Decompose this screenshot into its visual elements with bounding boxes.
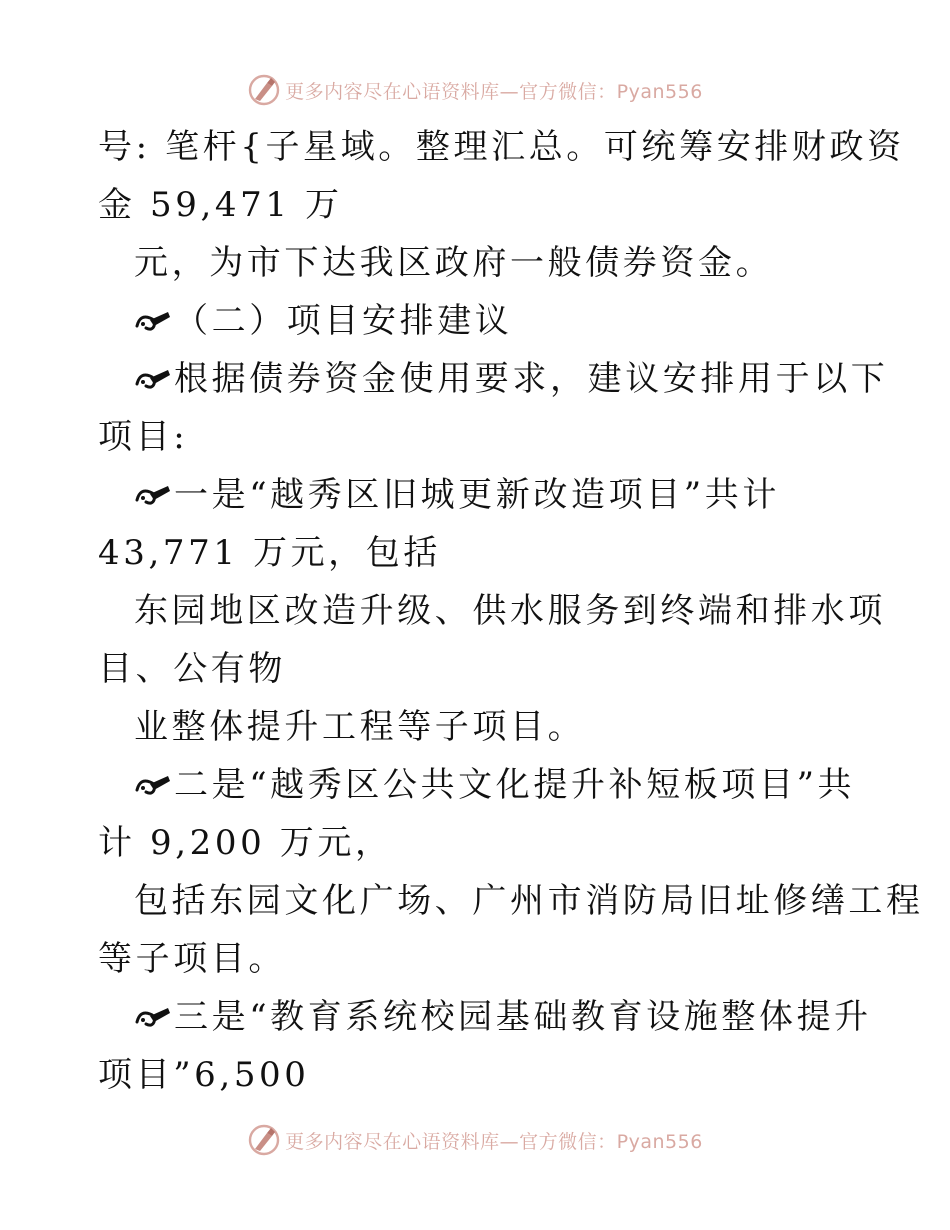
text-line-content: 项目: [98,417,189,457]
text-line [98,234,878,292]
pen-logo-icon [247,73,281,107]
text-line-content: 一是“越秀区旧城更新改造项目”共计 [174,475,780,515]
text-line [98,698,878,756]
text-line-content: 目、公有物 [98,649,286,689]
footer-watermark [0,1120,950,1160]
text-line-content: 根据债券资金使用要求，建议安排用于以下 [174,359,889,399]
text-line-content: 业整体提升工程等子项目。 [134,707,586,747]
document-body [98,118,924,1104]
text-line-content: 等子项目。 [98,939,286,979]
text-line-content: 计 9,200 万元， [98,823,393,863]
watermark-text: 更多内容尽在心语资料库—官方微信：Pyan556 [285,80,703,103]
pointing-hand-bullet-icon [134,296,172,326]
pointing-hand-bullet-icon [134,470,172,500]
text-line [98,176,878,234]
text-line-content: （二）项目安排建议 [174,301,513,341]
text-line-content: 东园地区改造升级、供水服务到终端和排水项 [134,591,886,631]
text-line [98,524,878,582]
text-line [98,408,878,466]
text-line-content: 元，为市下达我区政府一般债券资金。 [134,243,774,283]
pointing-hand-bullet-icon [134,354,172,384]
header-watermark [0,70,950,110]
text-line-content: 金 59,471 万 [98,185,343,225]
text-line [98,292,878,350]
text-line-content: 项目”6,500 [98,1055,310,1095]
text-line [98,814,878,872]
text-line [98,466,878,524]
text-line [98,640,878,698]
text-line-content: 号: 笔杆{子星域。整理汇总。可统筹安排财政资 [98,127,905,167]
text-line [98,930,878,988]
text-line-content: 43,771 万元，包括 [98,533,441,573]
text-line [98,1046,878,1104]
pointing-hand-bullet-icon [134,760,172,790]
text-line-content: 二是“越秀区公共文化提升补短板项目”共 [174,765,856,805]
text-line [98,988,878,1046]
text-line-content: 三是“教育系统校园基础教育设施整体提升 [174,997,872,1037]
watermark-text: 更多内容尽在心语资料库—官方微信：Pyan556 [285,1130,703,1153]
pen-logo-icon [247,1123,281,1157]
text-line [98,872,924,930]
text-line [98,118,905,176]
text-line [98,756,878,814]
text-line-content: 包括东园文化广场、广州市消防局旧址修缮工程 [134,881,924,921]
text-line [98,350,889,408]
text-line [98,582,886,640]
pointing-hand-bullet-icon [134,992,172,1022]
